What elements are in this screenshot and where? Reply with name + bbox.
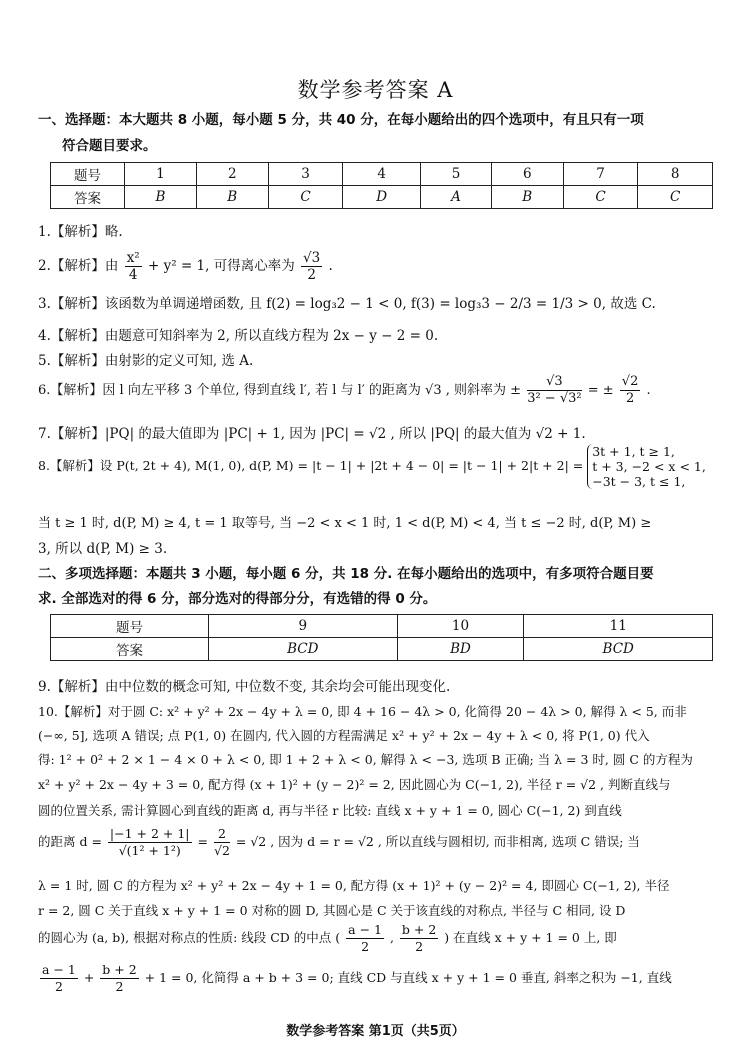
fraction-denominator: √2	[213, 843, 230, 858]
solution-2	[38, 250, 333, 283]
answer-cell: BD	[397, 638, 524, 661]
answer-cell: B	[196, 186, 268, 209]
question-number-cell: 10	[397, 615, 524, 638]
solution-10-line7: λ = 1 时, 圆 C 的方程为 x² + y² + 2x − 4y + 1 = 0, 配方得 (x + 1)² + (y − 2)² = 4, 即圆心 C(−1, 2), 半径	[38, 878, 670, 893]
fraction-denominator: 4	[128, 267, 138, 283]
answer-cell: C	[638, 186, 713, 209]
fraction-denominator: √(1² + 1²)	[118, 843, 181, 858]
fraction	[40, 962, 78, 995]
question-number-cell: 6	[491, 163, 563, 186]
page-footer: 数学参考答案 第1页（共5页）	[286, 1024, 465, 1039]
fraction-numerator: a − 1	[348, 922, 382, 937]
fraction	[100, 962, 138, 995]
fraction	[301, 250, 322, 283]
answer-cell: C	[563, 186, 638, 209]
solution-text: 2.【解析】由	[38, 258, 119, 274]
piecewise-case: 3t + 1, t ≥ 1,	[592, 444, 675, 459]
table-row	[51, 638, 713, 661]
solution-9: 9.【解析】由中位数的概念可知, 中位数不变, 其余均会可能出现变化.	[38, 679, 451, 695]
fraction-numerator: b + 2	[102, 962, 137, 977]
fraction	[620, 374, 641, 407]
solution-8-line3: 3, 所以 d(P, M) ≥ 3.	[38, 541, 168, 557]
table-header-cell: 题号	[51, 163, 125, 186]
piecewise-brace	[587, 444, 706, 489]
section2-heading-line1: 二、多项选择题：本题共 3 小题，每小题 6 分，共 18 分. 在每小题给出的选项中，有多项符合题目要	[38, 566, 654, 582]
question-number-cell: 11	[524, 615, 713, 638]
question-number-cell: 5	[421, 163, 492, 186]
solution-10-line4: x² + y² + 2x − 4y + 3 = 0, 配方得 (x + 1)² + (y − 2)² = 2, 因此圆心为 C(−1, 2), 半径 r = √2 , 判断直线与	[38, 777, 671, 792]
solution-text: ) 在直线 x + y + 1 = 0 上, 即	[444, 930, 617, 945]
answer-cell: B	[491, 186, 563, 209]
question-number-cell: 2	[196, 163, 268, 186]
question-number-cell: 3	[268, 163, 343, 186]
question-number-cell: 9	[209, 615, 398, 638]
solution-text: 6.【解析】因 l 向左平移 3 个单位, 得到直线 l′, 若 l 与 l′ 的距离为 √3 , 则斜率为 ±	[38, 383, 522, 398]
solution-1: 1.【解析】略.	[38, 224, 123, 240]
page-title: 数学参考答案 A	[297, 78, 454, 102]
solution-10-line1: 10.【解析】对于圆 C: x² + y² + 2x − 4y + λ = 0, 即 4 + 16 − 4λ > 0, 化简得 20 − 4λ > 0, 解得 λ < 5, 而非	[38, 704, 687, 719]
choice-answer-table	[50, 162, 713, 209]
answer-cell: B	[125, 186, 197, 209]
answer-cell: A	[421, 186, 492, 209]
solution-10-line10	[38, 962, 672, 995]
solution-5: 5.【解析】由射影的定义可知, 选 A.	[38, 353, 254, 369]
solution-8	[38, 444, 706, 489]
answer-cell: C	[268, 186, 343, 209]
solution-3: 3.【解析】该函数为单调递增函数, 且 f(2) = log₃2 − 1 < 0, f(3) = log₃3 − 2/3 = 1/3 > 0, 故选 C.	[38, 296, 656, 312]
solution-text: = √2 , 因为 d = r = √2 , 所以直线与圆相切, 而非相离, 选项 C 错误; 当	[235, 834, 640, 849]
table-header-cell: 答案	[51, 186, 125, 209]
section1-heading-line1: 一、选择题：本大题共 8 小题，每小题 5 分，共 40 分，在每小题给出的四个选项中，有且只有一项	[38, 112, 644, 128]
fraction-numerator: √3	[303, 250, 321, 266]
piecewise-case: −3t − 3, t ≤ 1,	[592, 474, 686, 489]
fraction	[346, 922, 384, 955]
fraction	[527, 374, 581, 407]
answer-cell: BCD	[524, 638, 713, 661]
fraction-denominator: 2	[415, 939, 424, 954]
solution-10-line2: (−∞, 5], 选项 A 错误; 点 P(1, 0) 在圆内, 代入圆的方程需满足 x² + y² + 2x − 4y + λ < 0, 将 P(1, 0) 代入	[38, 728, 650, 743]
solution-text: + y² = 1, 可得离心率为	[148, 258, 295, 274]
fraction-denominator: 2	[361, 939, 370, 954]
solution-4: 4.【解析】由题意可知斜率为 2, 所以直线方程为 2x − y − 2 = 0.	[38, 328, 439, 344]
answer-cell: BCD	[209, 638, 398, 661]
table-row	[51, 615, 713, 638]
fraction	[214, 826, 230, 859]
table-header-cell: 答案	[51, 638, 209, 661]
table-row	[51, 186, 713, 209]
fraction	[108, 826, 192, 859]
question-number-cell: 1	[125, 163, 197, 186]
fraction-denominator: 2	[54, 979, 63, 994]
solution-8-line2: 当 t ≥ 1 时, d(P, M) ≥ 4, t = 1 取等号, 当 −2 < x < 1 时, 1 < d(P, M) < 4, 当 t ≤ −2 时, d(P, M) ≥	[38, 516, 652, 531]
table-header-cell: 题号	[51, 615, 209, 638]
solution-text: +	[83, 970, 95, 985]
solution-text: =	[197, 834, 208, 849]
solution-text: + 1 = 0, 化简得 a + b + 3 = 0; 直线 CD 与直线 x + y + 1 = 0 垂直, 斜率之积为 −1, 直线	[144, 970, 672, 985]
question-number-cell: 4	[343, 163, 421, 186]
solution-text: 8.【解析】设 P(t, 2t + 4), M(1, 0), d(P, M) = |t − 1| + |2t + 4 − 0| = |t − 1| + 2|t + 2| =	[38, 458, 584, 473]
question-number-cell: 8	[638, 163, 713, 186]
solution-text: .	[328, 258, 333, 274]
solution-10-line8: r = 2, 圆 C 关于直线 x + y + 1 = 0 对称的圆 D, 其圆心是 C 关于该直线的对称点, 半径与 C 相同, 设 D	[38, 903, 626, 918]
fraction	[400, 922, 438, 955]
fraction-denominator: 2	[625, 391, 635, 406]
solution-10-line5: 圆的位置关系, 需计算圆心到直线的距离 d, 再与半径 r 比较: 直线 x + y + 1 = 0, 圆心 C(−1, 2) 到直线	[38, 803, 622, 818]
solution-10-line9	[38, 922, 617, 955]
section1-heading-line2: 符合题目要求。	[62, 138, 157, 154]
fraction-numerator: x²	[126, 250, 140, 266]
fraction-numerator: b + 2	[401, 922, 437, 937]
solution-text: .	[646, 383, 651, 398]
fraction-numerator: √2	[621, 374, 639, 389]
fraction-denominator: 2	[115, 979, 124, 994]
solution-text: = ±	[587, 383, 614, 398]
fraction-numerator: 2	[214, 826, 230, 843]
section2-heading-line2: 求. 全部选对的得 6 分，部分选对的得部分分，有选错的得 0 分。	[38, 591, 437, 607]
solution-10-line3: 得: 1² + 0² + 2 × 1 − 4 × 0 + λ < 0, 即 1 + 2 + λ < 0, 解得 λ < −3, 选项 B 正确; 当 λ = 3 时, 圆 C 的方程为	[38, 752, 693, 767]
fraction-denominator: 3² − √3²	[527, 391, 582, 406]
table-row	[51, 163, 713, 186]
solution-text: 的距离 d =	[38, 834, 102, 849]
fraction-numerator: a − 1	[42, 962, 76, 977]
piecewise-case: t + 3, −2 < x < 1,	[592, 459, 706, 474]
solution-6	[38, 374, 651, 407]
fraction-numerator: √3	[527, 374, 581, 391]
question-number-cell: 7	[563, 163, 638, 186]
fraction-numerator: |−1 + 2 + 1|	[109, 826, 190, 841]
fraction	[125, 250, 142, 283]
solution-text: 的圆心为 (a, b), 根据对称点的性质: 线段 CD 的中点 (	[38, 930, 341, 945]
solution-text: ,	[389, 930, 394, 945]
solution-7: 7.【解析】|PQ| 的最大值即为 |PC| + 1, 因为 |PC| = √2 , 所以 |PQ| 的最大值为 √2 + 1.	[38, 426, 586, 442]
fraction-denominator: 2	[307, 267, 316, 283]
multi-choice-answer-table	[50, 614, 713, 661]
answer-cell: D	[343, 186, 421, 209]
solution-10-line6	[38, 826, 640, 859]
